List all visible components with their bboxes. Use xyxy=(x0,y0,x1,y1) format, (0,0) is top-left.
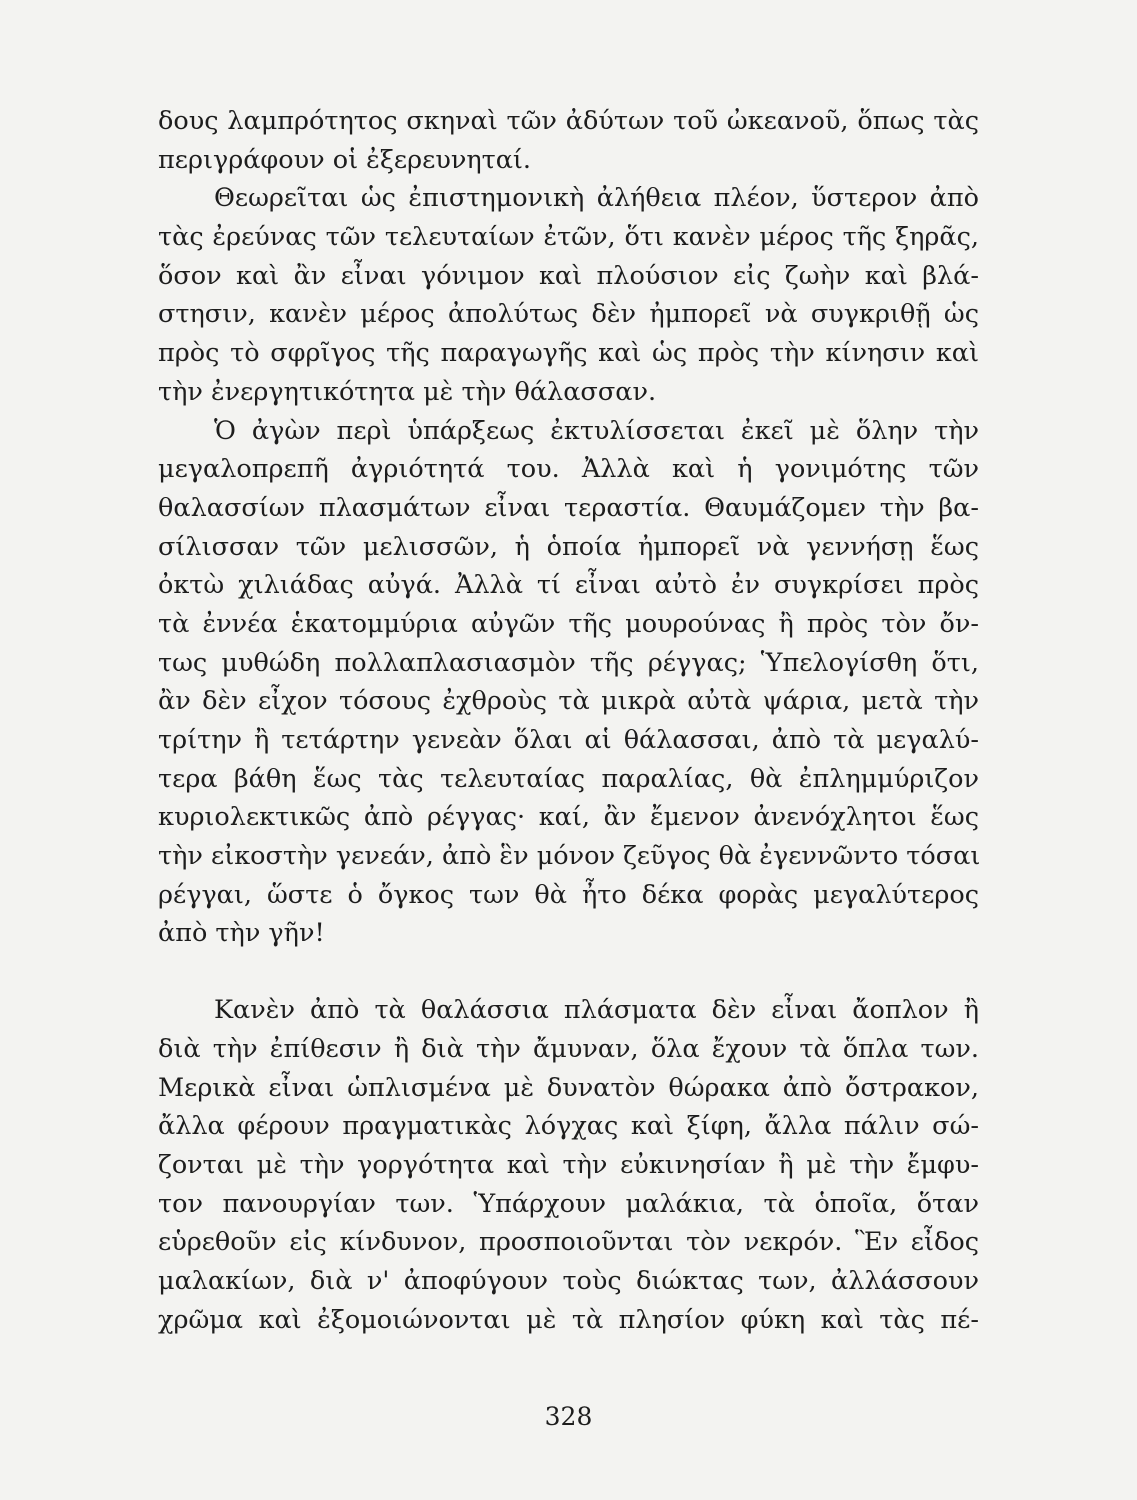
text-line: διὰ τὴν ἐπίθεσιν ἢ διὰ τὴν ἄμυναν, ὅλα ἔχουν τὰ ὅπλα των. xyxy=(158,1033,979,1064)
text-line: ρέγγαι, ὥστε ὁ ὄγκος των θὰ ἦτο δέκα φορὰς μεγαλύτερος xyxy=(158,879,979,910)
text-line: τως μυθώδη πολλαπλασιασμὸν τῆς ρέγγας; Ὑπελογίσθη ὅτι, xyxy=(158,647,979,678)
text-line: ζονται μὲ τὴν γοργότητα καὶ τὴν εὐκινησίαν ἢ μὲ τὴν ἔμφυ- xyxy=(158,1149,979,1180)
text-line: ἄλλα φέρουν πραγματικὰς λόγχας καὶ ξίφη, ἄλλα πάλιν σώ- xyxy=(158,1111,979,1142)
text-line: τρίτην ἢ τετάρτην γενεὰν ὅλαι αἱ θάλασσαι, ἀπὸ τὰ μεγαλύ- xyxy=(158,725,979,755)
text-line: μεγαλοπρεπῆ ἀγριότητά του. Ἀλλὰ καὶ ἡ γονιμότης τῶν xyxy=(158,454,979,485)
page-number: 328 xyxy=(544,1402,593,1431)
text-line: τον πανουργίαν των. Ὑπάρχουν μαλάκια, τὰ ὁποῖα, ὅταν xyxy=(158,1188,979,1219)
text-line: χρῶμα καὶ ἐξομοιώνονται μὲ τὰ πλησίον φύκη καὶ τὰς πέ- xyxy=(158,1304,979,1335)
text-line: Κανὲν ἀπὸ τὰ θαλάσσια πλάσματα δὲν εἶναι ἄοπλον ἢ xyxy=(214,995,979,1026)
text-line: περιγράφουν οἱ ἐξερευνηταί. xyxy=(158,144,532,175)
text-line: τερα βάθη ἕως τὰς τελευταίας παραλίας, θὰ ἐπλημμύριζον xyxy=(158,763,979,794)
text-line: τὴν εἰκοστὴν γενεάν, ἀπὸ ἓν μόνον ζεῦγος θὰ ἐγεννῶντο τόσαι xyxy=(158,841,981,872)
paragraph-gap xyxy=(158,953,979,991)
text-line: μαλακίων, διὰ ν' ἀποφύγουν τοὺς διώκτας των, ἀλλάσσουν xyxy=(158,1265,979,1296)
text-line: ὀκτὼ χιλιάδας αὐγά. Ἀλλὰ τί εἶναι αὐτὸ ἐν συγκρίσει πρὸς xyxy=(158,570,979,601)
text-line: κυριολεκτικῶς ἀπὸ ρέγγας· καί, ἂν ἔμενον ἀνενόχλητοι ἕως xyxy=(158,802,979,833)
text-line: στησιν, κανὲν μέρος ἀπολύτως δὲν ἠμπορεῖ νὰ συγκριθῇ ὡς xyxy=(158,299,979,330)
text-line: τὰ ἐννέα ἑκατομμύρια αὐγῶν τῆς μουρούνας ἢ πρὸς τὸν ὄν- xyxy=(158,608,979,639)
text-line: τὴν ἐνεργητικότητα μὲ τὴν θάλασσαν. xyxy=(158,376,657,407)
text-line: πρὸς τὸ σφρῖγος τῆς παραγωγῆς καὶ ὡς πρὸς τὴν κίνησιν καὶ xyxy=(158,338,979,369)
text-line: σίλισσαν τῶν μελισσῶν, ἡ ὁποία ἠμπορεῖ νὰ γεννήσῃ ἕως xyxy=(158,531,979,562)
text-line: Ὁ ἀγὼν περὶ ὑπάρξεως ἐκτυλίσσεται ἐκεῖ μὲ ὅλην τὴν xyxy=(214,415,979,446)
text-line: ὅσον καὶ ἂν εἶναι γόνιμον καὶ πλούσιον εἰς ζωὴν καὶ βλά- xyxy=(158,260,979,291)
text-line: Θεωρεῖται ὡς ἐπιστημονικὴ ἀλήθεια πλέον, ὕστερον ἀπὸ xyxy=(214,183,979,214)
text-line: ἂν δὲν εἶχον τόσους ἐχθροὺς τὰ μικρὰ αὐτὰ ψάρια, μετὰ τὴν xyxy=(158,686,979,717)
text-line: δους λαμπρότητος σκηναὶ τῶν ἀδύτων τοῦ ὠκεανοῦ, ὅπως τὰς xyxy=(158,106,979,136)
text-line: ἀπὸ τὴν γῆν! xyxy=(158,918,325,949)
text-line: Μερικὰ εἶναι ὡπλισμένα μὲ δυνατὸν θώρακα ἀπὸ ὄστρακον, xyxy=(158,1072,979,1103)
body-text xyxy=(158,102,979,1339)
text-line: τὰς ἐρεύνας τῶν τελευταίων ἐτῶν, ὅτι κανὲν μέρος τῆς ξηρᾶς, xyxy=(158,222,979,253)
text-line: εὑρεθοῦν εἰς κίνδυνον, προσποιοῦνται τὸν νεκρόν. Ἓν εἶδος xyxy=(158,1227,979,1258)
text-line: θαλασσίων πλασμάτων εἶναι τεραστία. Θαυμάζομεν τὴν βα- xyxy=(158,492,979,523)
